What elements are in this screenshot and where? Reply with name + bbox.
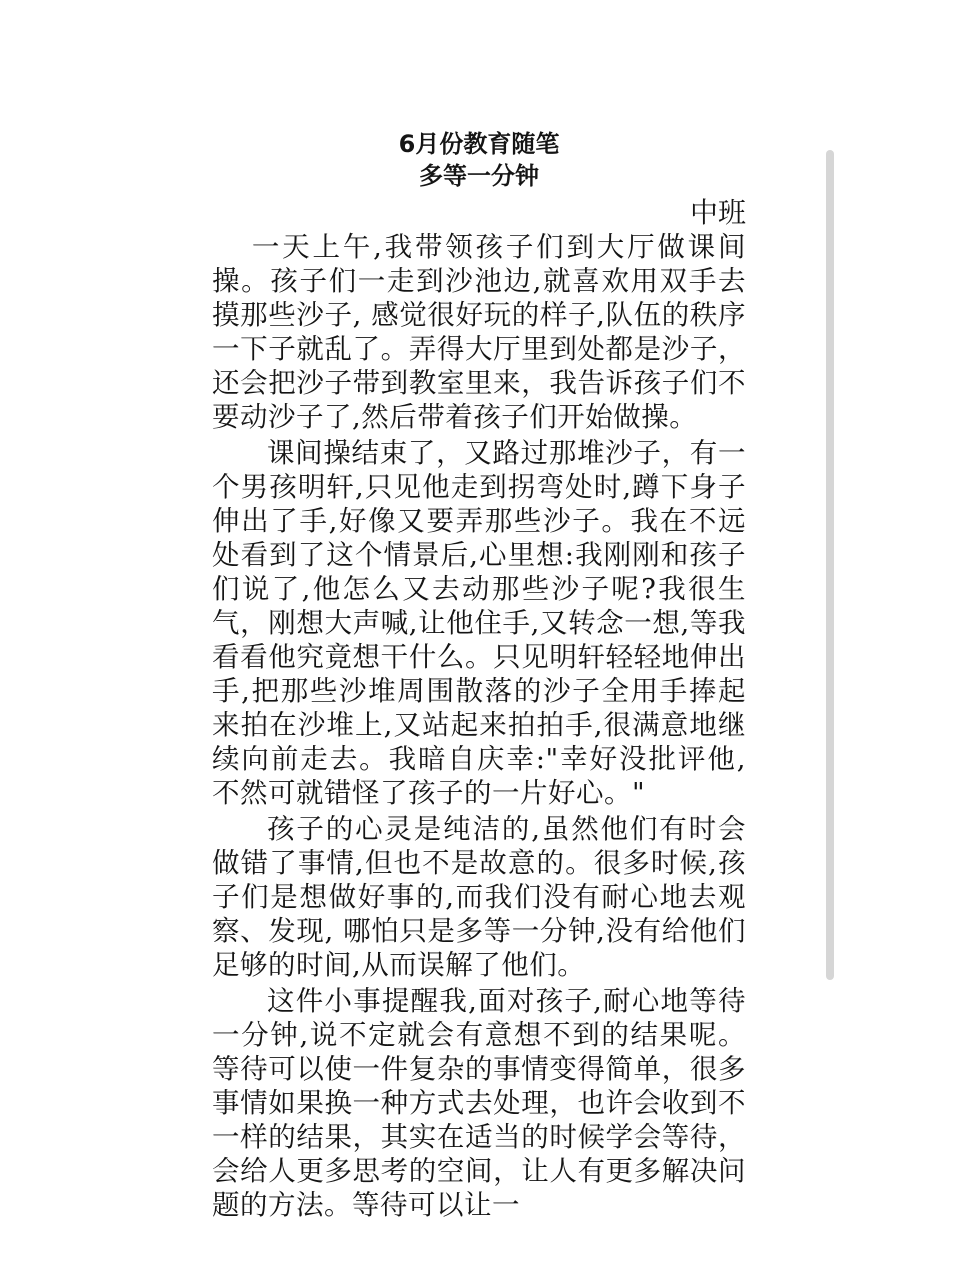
document-subtitle: 多等一分钟 [419, 162, 539, 190]
paragraph-2: 课间操结束了，又路过那堆沙子，有一个男孩明轩,只见他走到拐弯处时,蹲下身子伸出了手,好像又要弄那些沙子。我在不远处看到了这个情景后,心里想:我刚刚和孩子们说了,他怎么又去动那些沙子呢?我很生气，刚想大声喊,让他住手,又转念一想,等我看看他究竟想干什么。只见明轩轻轻地伸出手,把那些沙堆周围散落的沙子全用手捧起来拍在沙堆上,又站起来拍拍手,很满意地继续向前走去。我暗自庆幸:"幸好没批评他,不然可就错怪了孩子的一片好心。" [212, 437, 746, 809]
vertical-scrollbar[interactable] [826, 150, 834, 980]
document-body [212, 128, 746, 1224]
document-title: 6月份教育随笔 [398, 130, 560, 158]
scrollbar-thumb[interactable] [826, 150, 834, 980]
class-label: 中班 [689, 196, 746, 229]
paragraph-1: 一天上午,我带领孩子们到大厅做课间操。孩子们一走到沙池边,就喜欢用双手去摸那些沙子, 感觉很好玩的样子,队伍的秩序一下子就乱了。弄得大厅里到处都是沙子，还会把沙子带到教室里来，我告诉孩子们不要动沙子了,然后带着孩子们开始做操。 [212, 231, 746, 433]
paragraph-3: 孩子的心灵是纯洁的,虽然他们有时会做错了事情,但也不是故意的。很多时候,孩子们是想做好事的,而我们没有耐心地去观察、发现, 哪怕只是多等一分钟,没有给他们足够的时间,从而误解了他们。 [212, 813, 746, 981]
paragraph-4: 这件小事提醒我,面对孩子,耐心地等待一分钟,说不定就会有意想不到的结果呢。等待可以使一件复杂的事情变得简单，很多事情如果换一种方式去处理，也许会收到不一样的结果，其实在适当的时候学会等待，会给人更多思考的空间，让人有更多解决问题的方法。等待可以让一 [212, 985, 746, 1221]
